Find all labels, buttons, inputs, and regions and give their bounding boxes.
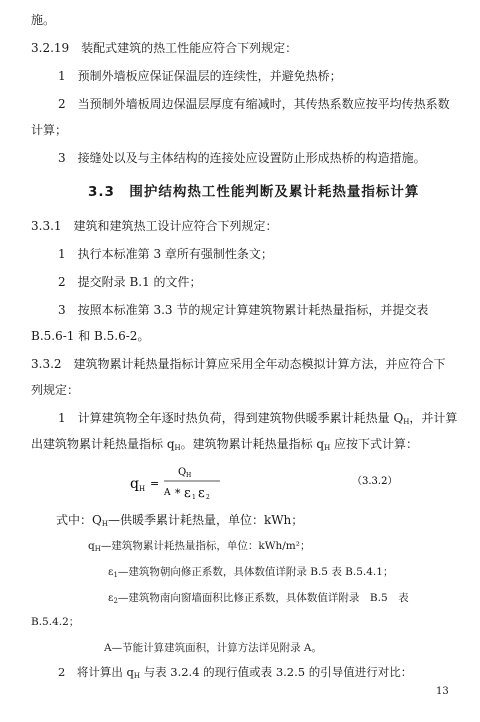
definition-line: A—节能计算建筑面积，计算方法详见附录 A。	[104, 642, 323, 654]
list-item: 1 计算建筑物全年逐时热负荷，得到建筑物供暖季累计耗热量 $Q_H$，并计算	[58, 411, 458, 426]
formula-3-3-2	[120, 460, 440, 506]
svg-text:A: A	[164, 488, 171, 498]
clause-3-3-1: 3.3.1 建筑和建筑热工设计应符合下列规定：	[31, 219, 278, 233]
text-line: B.5.4.2；	[31, 616, 80, 628]
list-item: 3 按照本标准第 3.3 节的规定计算建筑物累计耗热量指标，并提交表	[58, 303, 429, 317]
text-line: 出建筑物累计耗热量指标 $q_H$。建筑物累计耗热量指标 $q_H$ 应按下式计算：	[31, 437, 419, 452]
list-item: 2 将计算出 $q_H$ 与表 3.2.4 的现行值或表 3.2.5 的引导值进行对比：	[58, 665, 413, 680]
clause-3-2-19: 3.2.19 装配式建筑的热工性能应符合下列规定：	[31, 41, 298, 55]
page-number: 13	[436, 686, 449, 697]
definition-line: 式中：$Q_H—$供暖季累计耗热量，单位：kWh；	[56, 513, 304, 528]
svg-text:（3.3.2）: （3.3.2）	[352, 476, 398, 487]
svg-text:=: =	[150, 477, 160, 490]
svg-text:1: 1	[192, 494, 196, 501]
svg-text:Q: Q	[178, 467, 187, 478]
list-item: 2 提交附录 B.1 的文件；	[58, 275, 202, 289]
definition-line: $\varepsilon_2—$建筑物南向窗墙面积比修正系数，具体数值详附录 B.5 表	[108, 592, 409, 605]
list-item: 3 接缝处以及与主体结构的连接处应设置防止形成热桥的构造措施。	[58, 151, 426, 165]
text-line: 计算；	[31, 123, 68, 137]
text-line: B.5.6-1 和 B.5.6-2。	[31, 329, 150, 343]
svg-text:ε: ε	[198, 486, 205, 501]
svg-text:*: *	[175, 487, 181, 500]
svg-text:q: q	[130, 476, 139, 492]
svg-text:2: 2	[206, 494, 210, 501]
definition-line: $\varepsilon_1—$建筑物朝向修正系数，具体数值详附录 B.5 表 B.5.4.1；	[108, 566, 394, 579]
clause-3-3-2: 3.3.2 建筑物累计耗热量指标计算应采用全年动态模拟计算方法，并应符合下	[31, 357, 446, 371]
list-item: 2 当预制外墙板周边保温层厚度有缩减时，其传热系数应按平均传热系数	[58, 97, 450, 111]
svg-text:H: H	[139, 485, 146, 493]
text-line: 施。	[31, 13, 56, 27]
list-item: 1 预制外墙板应保证保温层的连续性，并避免热桥；	[58, 69, 342, 83]
section-title: 3.3 围护结构热工性能判断及累计耗热量指标计算	[88, 184, 420, 200]
definition-line: $q_H—$建筑物累计耗热量指标，单位：kWh/m²；	[88, 540, 311, 553]
svg-text:H: H	[186, 472, 192, 479]
list-item: 1 执行本标准第 3 章所有强制性条文；	[58, 247, 273, 261]
svg-text:ε: ε	[184, 486, 191, 501]
text-line: 列规定：	[31, 383, 80, 397]
